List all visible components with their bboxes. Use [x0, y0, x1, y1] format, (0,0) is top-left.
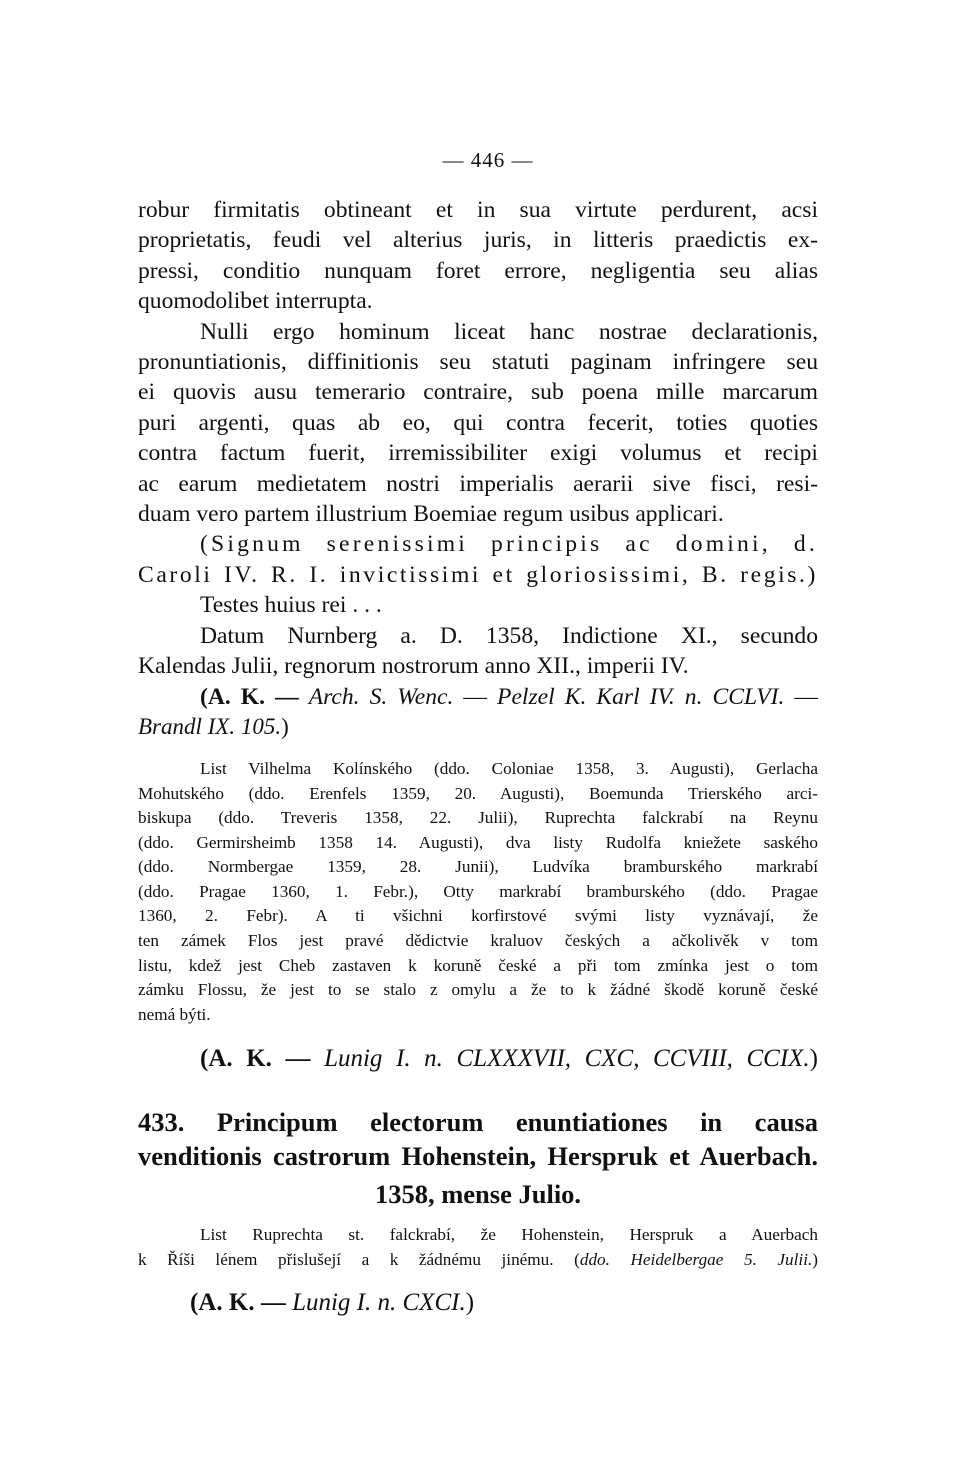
source-close: )	[809, 1045, 818, 1073]
note-date: ddo. Heidelbergae 5. Julii.	[579, 1250, 813, 1270]
signum-line: (Signum serenissimi principis ac domini, d.	[200, 531, 818, 558]
note-line: nemá býti.	[138, 1004, 211, 1024]
source-close: )	[465, 1288, 475, 1316]
source-dash: —	[784, 683, 818, 710]
paragraph-2-line: Nulli ergo hominum liceat hanc nostrae declarationis,	[200, 318, 818, 345]
note-line: (ddo. Normbergae 1359, 28. Junii), Ludvíka bramburského markrabí	[138, 857, 818, 877]
source-dash: —	[453, 683, 498, 710]
note-line: (ddo. Germirsheimb 1358 14. Augusti), dva listy Rudolfa kniežete saského	[138, 832, 818, 852]
heading-date: 1358, mense Julio.	[374, 1179, 582, 1210]
paragraph-2-line: ac earum medietatem nostri imperialis aerarii sive fisci, resi-	[138, 470, 818, 497]
note-line: Mohutského (ddo. Erenfels 1359, 20. Augusti), Boemunda Trierského arci-	[138, 783, 818, 803]
datum-line: Datum Nurnberg a. D. 1358, Indictione XI., secundo	[200, 622, 818, 649]
source-reference-2	[138, 1043, 818, 1075]
page-number: — 446 —	[442, 148, 534, 172]
source-lunig: Lunig I. n. CLXXXVII, CXC, CCVIII, CCIX.	[324, 1045, 810, 1073]
source-lunig: Lunig I. n. CXCI.	[292, 1288, 466, 1316]
datum-line: Kalendas Julii, regnorum nostrorum anno XII., imperii IV.	[138, 653, 689, 680]
document-page	[138, 148, 818, 1319]
note-line: (ddo. Pragae 1360, 1. Febr.), Otty markrabí bramburského (ddo. Pragae	[138, 881, 818, 901]
paragraph-2-line: pronuntiationis, diffinitionis seu statuti paginam infringere seu	[138, 349, 818, 376]
note-text: k Říši lénem přislušejí a k žádnému jinému. (	[138, 1250, 580, 1270]
heading-line: venditionis castrorum Hohenstein, Herspruk et Auerbach.	[138, 1141, 818, 1172]
heading-line: 433. Principum electorum enuntiationes in causa	[138, 1107, 818, 1138]
paragraph-1-line: quomodolibet interrupta.	[138, 288, 373, 315]
paragraph-1-line: proprietatis, feudi vel alterius juris, in litteris praedictis ex-	[138, 227, 818, 254]
source-archive: Arch. S. Wenc.	[308, 683, 454, 710]
note-line: listu, kdež jest Cheb zastaven k koruně české a při tom zmínka jest o tom	[138, 955, 818, 975]
source-archive-abbrev: (A. K. —	[200, 683, 309, 710]
note-line: List Vilhelma Kolínského (ddo. Coloniae 1358, 3. Augusti), Gerlacha	[200, 758, 818, 778]
source-brandl: Brandl IX. 105.	[138, 713, 282, 739]
note-line: 1360, 2. Febr). A ti všichni korfirstové svými listy vyznávají, že	[138, 906, 818, 926]
source-close: )	[281, 713, 289, 739]
paragraph-1-line: pressi, conditio nunquam foret errore, negligentia seu alias	[138, 257, 818, 284]
source-reference-3	[138, 1287, 818, 1319]
note-line	[138, 1248, 818, 1273]
note-line: biskupa (ddo. Treveris 1358, 22. Julii), Ruprechta falckrabí na Reynu	[138, 808, 818, 828]
czech-note-2	[138, 1223, 818, 1272]
note-line: ten zámek Flos jest pravé dědictvie kraluov českých a ačkolivěk v tom	[138, 931, 818, 951]
testes-line: Testes huius rei . . .	[200, 592, 382, 619]
paragraph-2-line: duam vero partem illustrium Boemiae regum usibus applicari.	[138, 501, 724, 528]
paragraph-2-line: contra factum fuerit, irremissibiliter exigi volumus et recipi	[138, 440, 818, 467]
source-reference	[138, 682, 818, 712]
source-abbrev: (A. K. —	[190, 1288, 293, 1316]
signum-line: Caroli IV. R. I. invictissimi et gloriosissimi, B. regis.)	[138, 561, 818, 588]
paragraph-1-line: robur firmitatis obtineant et in sua virtute perdurent, acsi	[138, 197, 818, 223]
note-line: List Ruprechta st. falckrabí, že Hohenstein, Herspruk a Auerbach	[200, 1225, 818, 1245]
charter-text	[138, 195, 818, 741]
note-line: zámku Flossu, že jest to se stalo z omylu a že to k žádné škodě koruně české	[138, 980, 818, 1000]
note-close: )	[812, 1250, 819, 1270]
source-reference-cont	[138, 712, 818, 741]
source-abbrev: (A. K. —	[200, 1045, 325, 1073]
source-pelzel: Pelzel K. Karl IV. n. CCLVI.	[497, 683, 785, 710]
paragraph-2-line: puri argenti, quas ab eo, qui contra fecerit, toties quoties	[138, 409, 818, 436]
czech-note	[138, 757, 818, 1028]
section-heading	[138, 1105, 818, 1211]
paragraph-2-line: ei quovis ausu temerario contraire, sub poena mille marcarum	[138, 379, 818, 406]
